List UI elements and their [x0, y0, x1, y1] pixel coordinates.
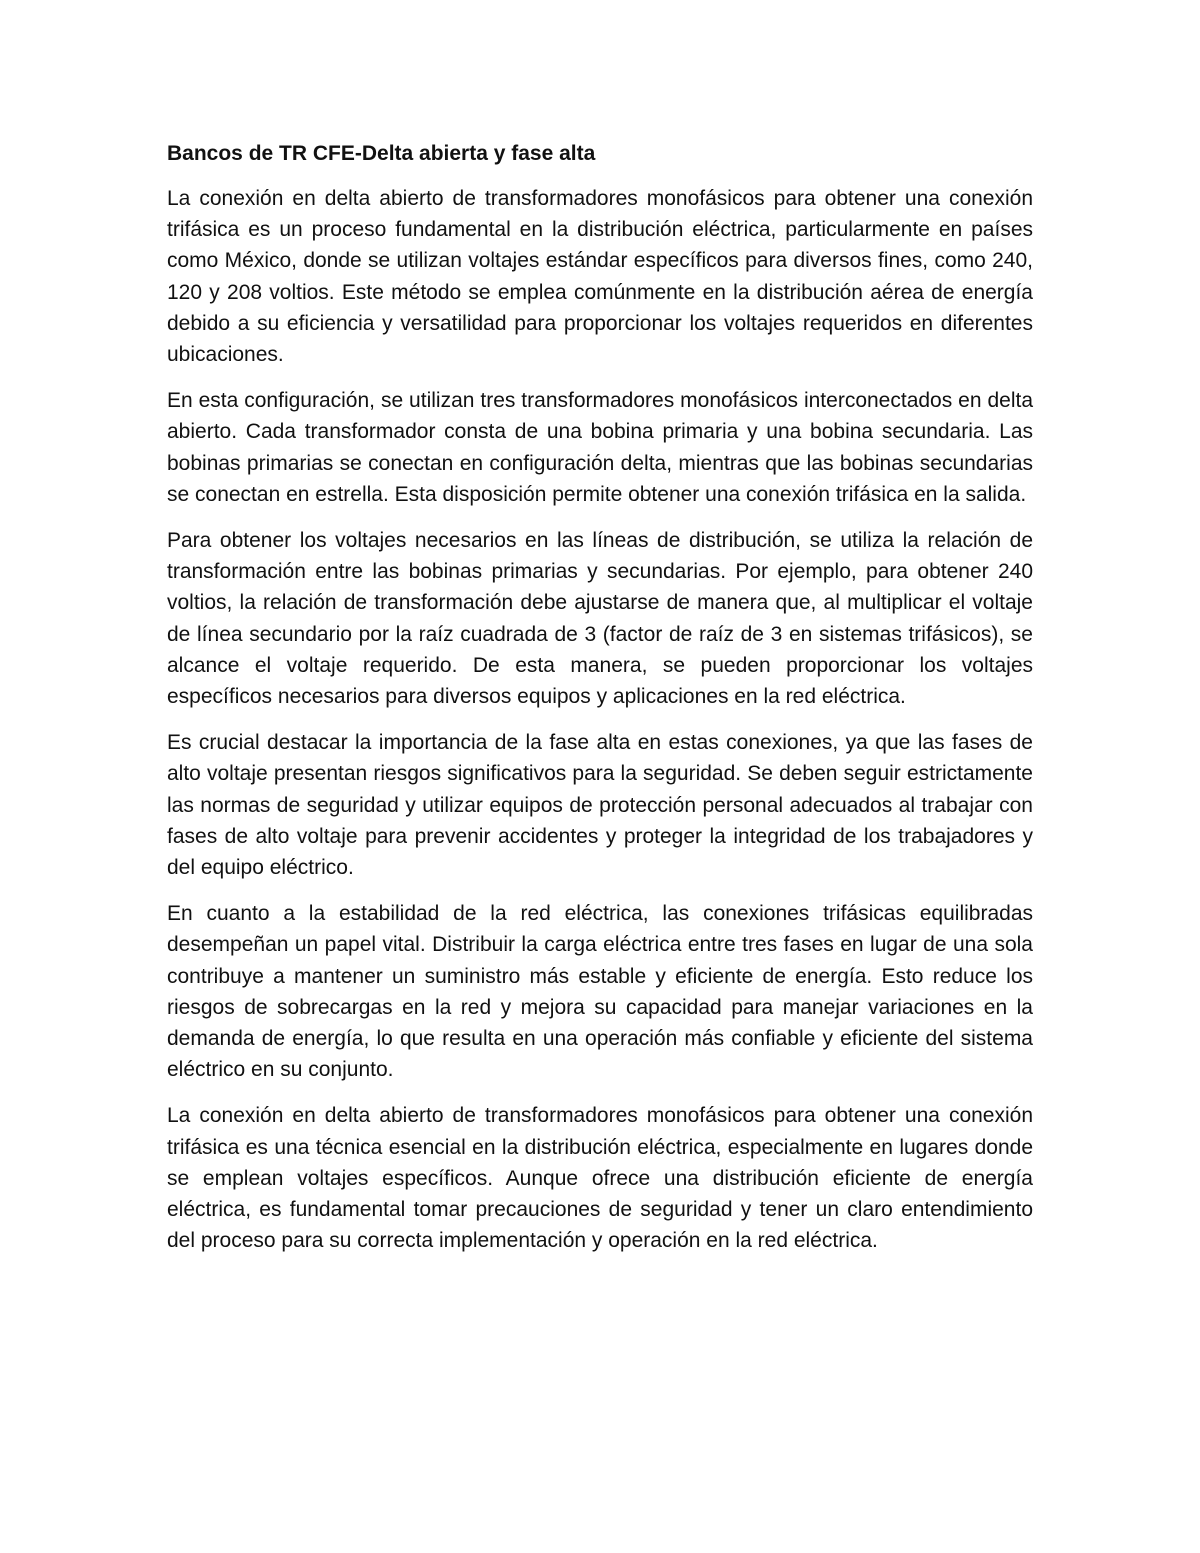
- paragraph-4: Es crucial destacar la importancia de la fase alta en estas conexiones, ya que las fases de alto voltaje presentan riesgos significativos para la seguridad. Se deben seguir estrictamente las normas de seguridad y utilizar equipos de protección personal adecuados al trabajar con fases de alto voltaje para prevenir accidentes y proteger la integridad de los trabajadores y del equipo eléctrico.: [167, 731, 1033, 880]
- paragraph-3: Para obtener los voltajes necesarios en las líneas de distribución, se utiliza la relación de transformación entre las bobinas primarias y secundarias. Por ejemplo, para obtener 240 voltios, la relación de transformación debe ajustarse de manera que, al multiplicar el voltaje de línea secundario por la raíz cuadrada de 3 (factor de raíz de 3 en sistemas trifásicos), se alcance el voltaje requerido. De esta manera, se pueden proporcionar los voltajes específicos necesarios para diversos equipos y aplicaciones en la red eléctrica.: [167, 529, 1033, 709]
- paragraph-5: En cuanto a la estabilidad de la red eléctrica, las conexiones trifásicas equilibradas desempeñan un papel vital. Distribuir la carga eléctrica entre tres fases en lugar de una sola contribuye a mantener un suministro más estable y eficiente de energía. Esto reduce los riesgos de sobrecargas en la red y mejora su capacidad para manejar variaciones en la demanda de energía, lo que resulta en una operación más confiable y eficiente del sistema eléctrico en su conjunto.: [167, 902, 1033, 1082]
- document-page: [167, 138, 1033, 1272]
- paragraph-2: En esta configuración, se utilizan tres transformadores monofásicos interconectados en delta abierto. Cada transformador consta de una bobina primaria y una bobina secundaria. Las bobinas primarias se conectan en configuración delta, mientras que las bobinas secundarias se conectan en estrella. Esta disposición permite obtener una conexión trifásica en la salida.: [167, 389, 1033, 506]
- document-title: Bancos de TR CFE-Delta abierta y fase alta: [167, 142, 596, 165]
- paragraph-6: La conexión en delta abierto de transformadores monofásicos para obtener una conexión trifásica es una técnica esencial en la distribución eléctrica, especialmente en lugares donde se emplean voltajes específicos. Aunque ofrece una distribución eficiente de energía eléctrica, es fundamental tomar precauciones de seguridad y tener un claro entendimiento del proceso para su correcta implementación y operación en la red eléctrica.: [167, 1104, 1033, 1253]
- paragraph-1: La conexión en delta abierto de transformadores monofásicos para obtener una conexión trifásica es un proceso fundamental en la distribución eléctrica, particularmente en países como México, donde se utilizan voltajes estándar específicos para diversos fines, como 240, 120 y 208 voltios. Este método se emplea comúnmente en la distribución aérea de energía debido a su eficiencia y versatilidad para proporcionar los voltajes requeridos en diferentes ubicaciones.: [167, 187, 1033, 367]
